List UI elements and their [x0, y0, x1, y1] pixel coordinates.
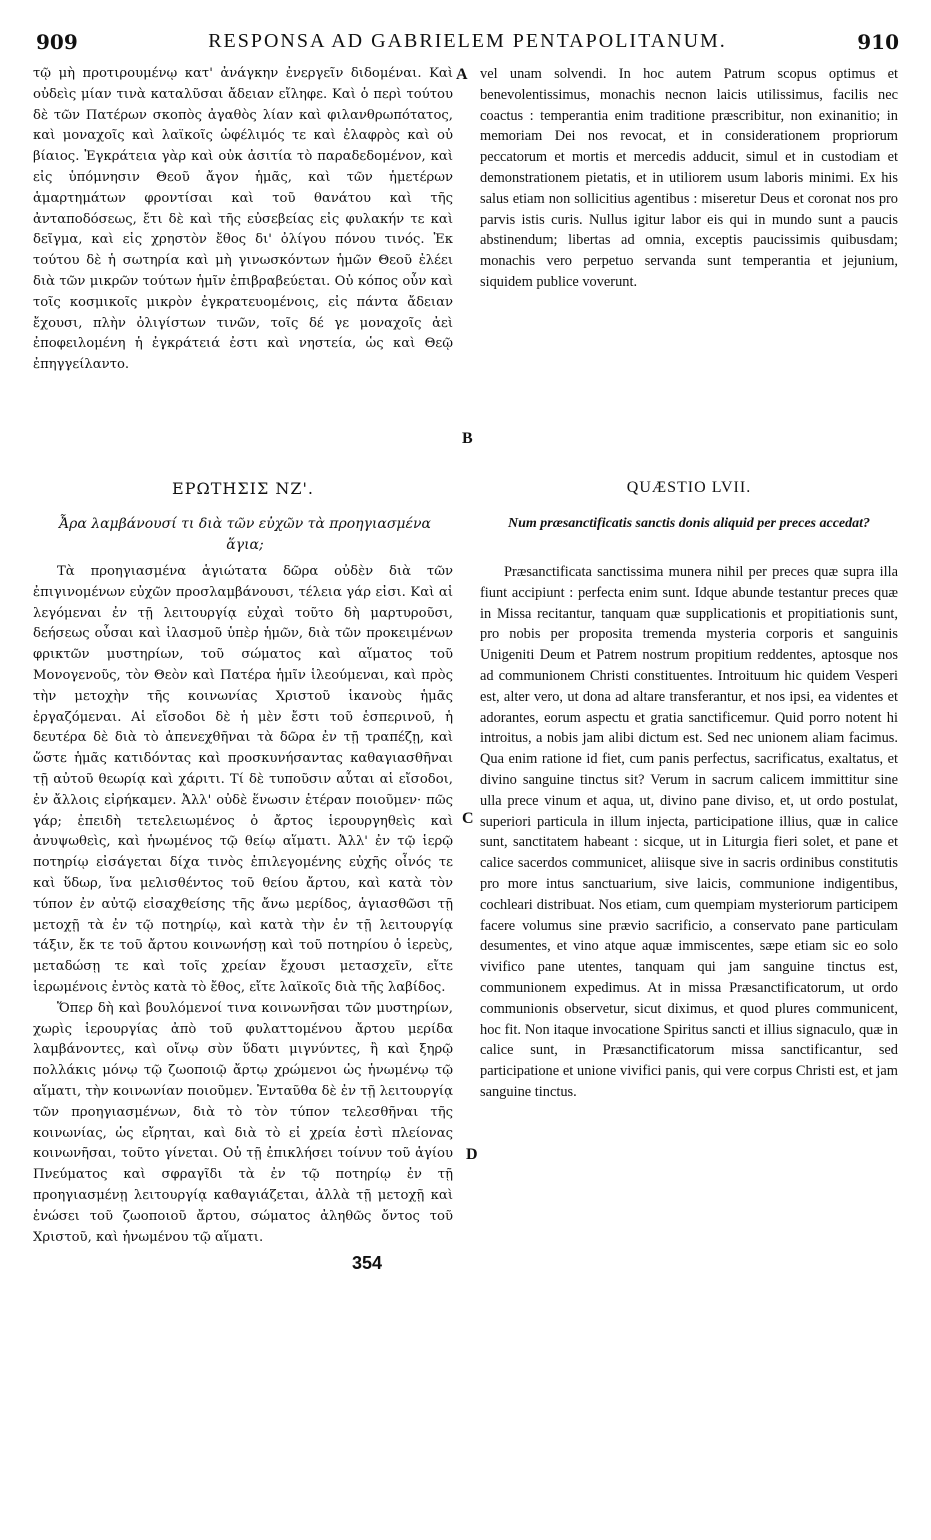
margin-marker-b: B [462, 430, 473, 447]
latin-question-title: QUÆSTIO LVII. [626, 479, 752, 496]
margin-marker-d: D [466, 1146, 478, 1163]
page-number-left: 909 [36, 30, 78, 54]
greek-paragraph-top: τῷ μὴ προτιρουμένῳ κατ' ἀνάγκην ἐνεργεῖν διδομέναι. Καὶ οὐδεὶς μίαν τινὰ καταλῦσαι ἄδειαν εἴληφε. Καὶ ὁ περὶ τούτου δὲ τῶν Πατέρων σκοπὸς ἀγαθὸς λίαν καὶ φιλανθρωπότατος, καὶ μοναχοῖς καὶ λαϊκοῖς ὠφέλιμός τε καὶ ἐλαφρὸς καὶ οὐ βίαιος. Ἐγκράτεια γὰρ καὶ οὐκ ἀσιτία τὸ παραδεδομένον, καὶ εἰς ὑπόμνησιν Θεοῦ ἄγον ἡμᾶς, καὶ τῶν ἡμετέρων ἁμαρτημάτων φροντίσαι καὶ τοῦ θανάτου καὶ τῆς ἀνταποδόσεως, ἔτι δὲ καὶ τῆς εὐσεβείας εἰς φυλακήν τε καὶ δεῖγμα, καὶ εἰς χρηστὸν ἔθος δι' ὀλίγου πόνου τινός. Ἐκ τούτου δὲ ἡ σωτηρία καὶ μὴ γινωσκόντων ἡμῶν Θεοῦ ἐλέει διὰ τῶν μικρῶν τούτων ἡμῖν ἐπιβραβεύεται. Οὐ κόπος οὖν καὶ τοῖς κοσμικοῖς μικρὸν ἐγκρατευομένοις, εἰς πάντα ἄδειαν ἔχουσι, πλὴν ὀλιγίστων τινῶν, τοῖς δέ γε μοναχοῖς ἀεὶ ἐποφειλομένη ἡ ἐγκράτειά ἐστι καὶ νηστεία, ὡς καὶ Θεῷ ἐπηγγείλαντο. [33, 66, 453, 373]
greek-body-paragraph-2: Ὅπερ δὴ καὶ βουλόμενοί τινα κοινωνῆσαι τῶν μυστηρίων, χωρὶς ἱερουργίας ἀπὸ τοῦ φυλαττομένου ἄρτου μερίδα λαμβάνοντες, καὶ οἴνῳ σὺν ὕδατι μιγνύντες, ἢ καὶ ξηρῷ πολλάκις μόνῳ τῷ ζωοποιῷ ἄρτῳ χρώμενοι ὡς ἡνωμένῳ τῷ αἵματι, τὴν κοινωνίαν ποιοῦμεν. Ἐνταῦθα δὲ ἐν τῇ λειτουργίᾳ τῶν προηγιασμένων, διὰ τὸ τὸν τύπον τελεσθῆναι τῆς κοινωνίας, ὡς εἴρηται, καὶ διὰ τὸ εἰ χρεία ἐστὶ πλείονας κοινωνῆσαι, τοῦτο γίνεται. Οὐ τῇ ἐπικλήσει τοίνυν τοῦ ἁγίου Πνεύματος καὶ σφραγῖδι τὰ ἐν τῷ ποτηρίῳ ἐν τῇ προηγιασμένῃ λειτουργίᾳ καθαγιάζεται, ἀλλὰ τῇ μετοχῇ καὶ ἑνώσει τοῦ ζωοποιοῦ ἄρτου, σώματος ἀληθῶς ὄντος τοῦ Χριστοῦ, καὶ ἡνωμένου τῷ αἵματι. [33, 1000, 453, 1245]
latin-column-body [480, 562, 898, 1103]
latin-column-top [480, 64, 898, 293]
margin-marker-a: A [456, 66, 468, 83]
margin-marker-c: C [462, 810, 474, 827]
greek-column-body [33, 562, 453, 1248]
greek-body-paragraph-1: Τὰ προηγιασμένα ἁγιώτατα δῶρα οὐδὲν διὰ τῶν ἐπιγινομένων εὐχῶν προσλαμβάνουσι, τέλεια γάρ εἰσι. Καὶ αἱ λεγόμεναι ἐν τῇ λειτουργίᾳ εὐχαὶ τοῦτο δὴ μαρτυροῦσι, δεήσεως οὖσαι καὶ ἱλασμοῦ ὑπὲρ ἡμῶν, διὰ τῶν προκειμένων φρικτῶν μυστηρίων, τοῦ σώματος καὶ αἵματος τοῦ Μονογενοῦς, τὸν Θεὸν καὶ Πατέρα ἡμῖν ἱλεούμεναι, καὶ πρὸς τὴν μετοχὴν τῆς κοινωνίας Χριστοῦ ἱκανοὺς ἡμᾶς ἐργαζόμεναι. Αἱ εἴσοδοι δὲ ἡ μὲν ἔστι τοῦ ἑσπερινοῦ, ἡ δευτέρα δὲ διὰ τὸ ἀπενεχθῆναι τὰ δῶρα ἐν τῇ τραπέζῃ, καὶ ὥστε ἡμᾶς κατιδόντας καὶ προσκυνήσαντας καθαγιασθῆναι τῇ αὐτοῦ θεωρίᾳ καὶ χάριτι. Τί δὲ τυποῦσιν αὗται αἱ εἴσοδοι, ἐν ἄλλοις εἰρήκαμεν. Ἀλλ' οὐδὲ ἕνωσιν ἑτέραν ποιοῦμεν· πῶς γάρ; ἐπειδὴ τετελειωμένος ὁ ἄρτος ἱερουργηθεὶς καὶ ἀνυψωθεὶς, καὶ ἡνωμένος τῷ θείῳ αἵματι. Ἀλλ' ἐν τῷ ἱερῷ ποτηρίῳ εἰσάγεται δίχα τινὸς ἐπιλεγομένης εὐχῆς οἶνός τε καὶ ὕδωρ, ἵνα μελισθέντος τοῦ θείου ἄρτου, καὶ κατὰ τὸν τύπον ἐν αὐτῷ εἰσαχθείσης τῆς ἄνω μερίδος, ἁγιασθῶσι τῇ μετοχῇ τὰ ἐν τῷ ποτηρίῳ, καὶ κατὰ τὴν ἐν τῇ λειτουργίᾳ τάξιν, ἔκ τε τοῦ ἄρτου κοινωνήσῃ καὶ τοῦ ποτηρίου ὁ ἱερεὺς, μεταδώσῃ τε καὶ τοῖς χρείαν ἔχουσι μετασχεῖν, εἴτε ἱερωμένοις ἐντὸς κατὰ τὸ ἔθος, εἴτε λαϊκοῖς διὰ τῆς λαβίδος. [33, 564, 453, 995]
greek-question-title: ΕΡΩΤΗΣΙΣ ΝΖ'. [172, 479, 314, 498]
latin-question-subtitle: Num præsanctificatis sanctis donis aliquid per preces accedat? [507, 516, 871, 531]
latin-body-paragraph: Præsanctificata sanctissima munera nihil per preces quæ supra illa fiunt accipiunt : perfecta enim sunt. Idque abunde testantur preces quæ in Missa recitantur, tanquam quæ supplicationis et propitiationis sunt, pro nobis per proposita tremenda mysteria corporis et sanguinis Unigeniti Deum et Patrem nostrum propitium reddentes, aptosque nos ad communionem Christi constituentes. Introituum hic quidem Vesperi est, alter vero, ut dona ad altare transferantur, et nos ipsi, ea videntes et adorantes, eorum aspectu et gratia sanctificemur. Quid porro notent hi introitus, a nobis jam alibi dictum est. Sed nec unionem aliam facimus. Qua enim ratione id fiet, cum panis perfectus, sacrificatus, exaltatus, et divino sanguine tinctus sit? Verum in sacrum calicem immittitur sine ulla prece vinum et aqua, ut, divino pane diviso, et, ut ordo postulat, superiori particula in illum injecta, participatione illius, quæ in calice sunt, sanctitatem habeant : sicque, ut in Liturgia fieri solet, et pane et calice sacerdos communicet, aliisque sive in sacris ordinibus constitutis pro more intus sanctuarium, sive laicis, communione indigentibus, cochleari distribuat. Nos etiam, cum quempiam mysteriorum participem facere volumus sine prævio sacrificio, a conservato pane particulam desumentes, et vino atque aquæ immiscentes, sæpe etiam sic eo solo vivifico pane utentes, tanquam qui jam sanguine tinctus est, communionem expedimus. At in missa Præsanctificatorum, ut ordo communionis observetur, sicut diximus, et quod plures communicent, hoc fit. Non itaque invocatione Spiritus sancti et illius signaculo, quæ in calice sunt, in Præsanctificatorum missa sanctificantur, sed participatione et unione vivifici panis, qui vere corpus Christi est, et jam sanguine tinctus. [480, 564, 898, 1100]
greek-column-top [33, 64, 453, 376]
running-title: RESPONSA AD GABRIELEM PENTAPOLITANUM. [208, 30, 727, 52]
running-header [30, 30, 905, 56]
greek-question-subtitle: Ἆρα λαμβάνουσί τι διὰ τῶν εὐχῶν τὰ προηγιασμένα ἅγια; [58, 516, 432, 553]
column-number: 354 [352, 1253, 383, 1273]
page-number-right: 910 [857, 30, 899, 54]
latin-paragraph-top: vel unam solvendi. In hoc autem Patrum scopus optimus et benevolentissimus, monachis necnon laicis utilissimus, facilis nec coactus : temperantia enim traditione præscribitur, non exinanitio; in memoriam Dei nos revocat, et in considerationem propriorum peccatorum et mortis et mercedis adducit, simul et in custodiam et demonstrationem pietatis, et in utiliorem usum laboris minimi. Ex his salus etiam non sollicitius agentibus : miseretur Deus et coronat nos pro parvis istis curis. Nullus igitur labor eis qui in mundo sunt a paucis abstinendum; libertas ad omnia, exceptis paucissimis quibusdam; monachis vero perpetuo servanda sunt temperantia et jejunium, siquidem publice voverunt. [480, 66, 898, 290]
